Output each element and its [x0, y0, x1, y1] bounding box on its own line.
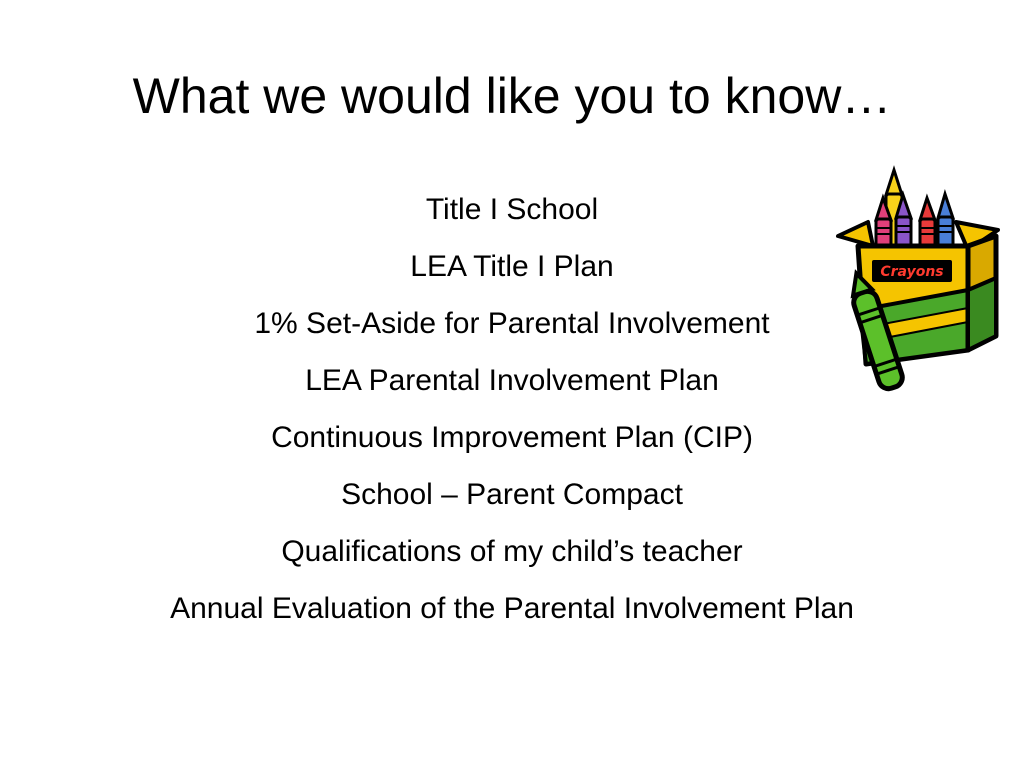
list-item: LEA Title I Plan — [410, 250, 614, 283]
list-item: LEA Parental Involvement Plan — [305, 364, 719, 397]
list-item: Annual Evaluation of the Parental Involvement Plan — [170, 592, 854, 625]
bullet-list — [62, 181, 962, 637]
list-item: Qualifications of my child’s teacher — [281, 535, 743, 568]
list-item: 1% Set-Aside for Parental Involvement — [254, 307, 770, 340]
list-item: School – Parent Compact — [341, 478, 683, 511]
list-item: Continuous Improvement Plan (CIP) — [271, 421, 753, 454]
crayon-box-clipart — [828, 150, 1008, 410]
slide-title: What we would like you to know… — [132, 68, 892, 124]
list-item: Title I School — [425, 193, 599, 226]
crayons-label: Crayons — [880, 264, 944, 280]
